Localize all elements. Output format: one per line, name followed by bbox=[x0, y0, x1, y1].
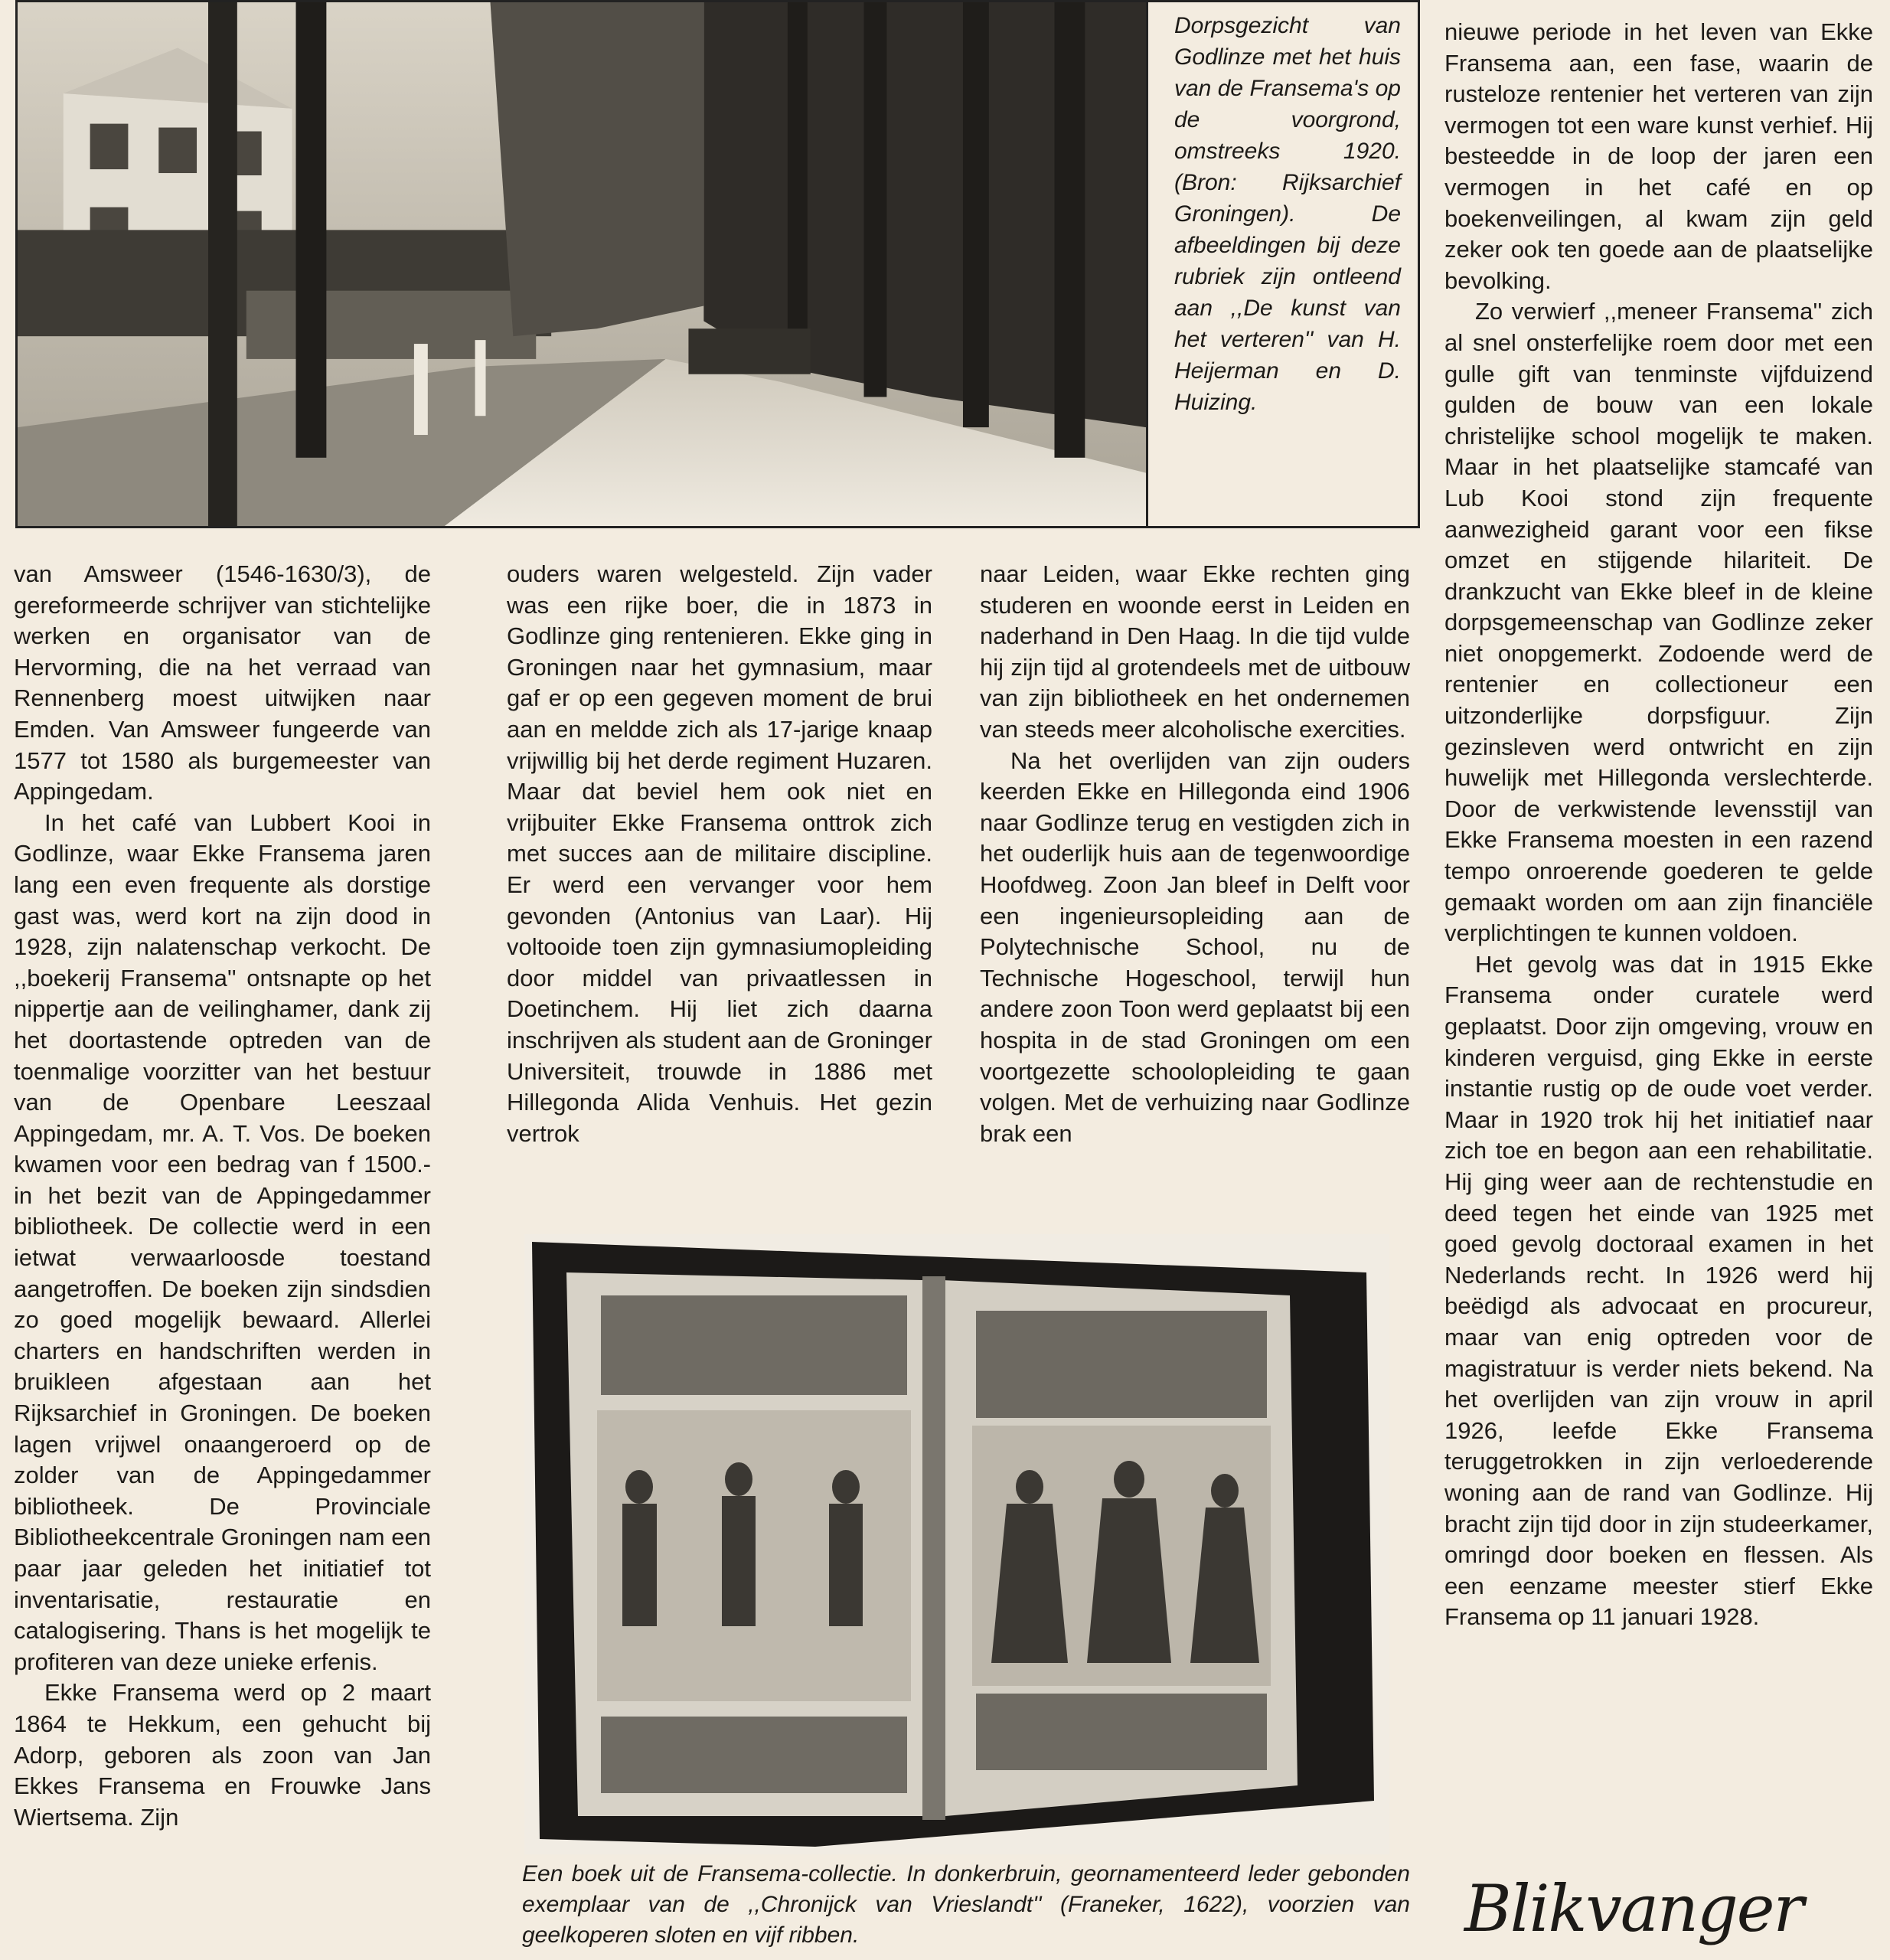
column1-paragraph-2: In het café van Lubbert Kooi in Godlinze, waar Ekke Fransema jaren lang een even frequente als dorstige gast was, werd kort na zijn dood in 1928, zijn nalatenschap verkocht. De ,,boekerij Fransema'' ontsnapte op het nippertje aan de veilinghamer, dank zij het doortastende optreden van de toenmalige voorzitter van het bestuur van de Openbare Leeszaal Appingedam, mr. A. T. Vos. De boeken kwamen voor een bedrag van f 1500.- in het bezit van de Appingedammer bibliotheek. De collectie werd in een ietwat verwaarloosde toestand aangetroffen. De boeken zijn sindsdien zo goed mogelijk bewaard. Allerlei charters en handschriften werden in bruikleen afgestaan aan het Rijksarchief in Groningen. De boeken lagen vrijwel onaangeroerd op de zolder van de Appingedammer bibliotheek. De Provinciale Bibliotheekcentrale Groningen nam een paar jaar geleden het initiatief tot inventarisatie, restauratie en catalogisering. Thans is het mogelijk te profiteren van deze unieke erfenis. bbox=[14, 808, 431, 1675]
article-column-2 bbox=[507, 559, 932, 1149]
svg-text:Blikvanger: Blikvanger bbox=[1464, 1871, 1803, 1946]
column4-paragraph-2: Zo verwierf ,,meneer Fransema'' zich al snel onsterfelijke roem door met een gulle gift van tenminste vijfduizend gulden de bouw van een lokale christelijke school mogelijk te maken. Maar in het plaatselijke stamcafé van Lub Kooi stond zijn frequente aanwezigheid garant voor een fikse omzet en stijgende hilariteit. De drankzucht van Ekke bleef in de kleine dorpsgemeenschap van Godlinze zeker niet onopgemerkt. Zodoende werd de rentenier en collectioneur een uitzonderlijke dorpsfiguur. Zijn gezinsleven werd ontwricht en zijn huwelijk met Hillegonda verslechterde. Door de verkwistende levensstijl van Ekke Fransema moesten in een razend tempo onroerende goederen te gelde gemaakt worden om aan zijn financiële verplichtingen te kunnen voldoen. bbox=[1444, 298, 1873, 947]
village-photo-image bbox=[18, 2, 1146, 526]
book-photo bbox=[524, 1234, 1389, 1854]
column4-paragraph-3: Het gevolg was dat in 1915 Ekke Fransema onder curatele werd geplaatst. Door zijn omgeving, vrouw en kinderen verguisd, ging Ekke in eerste instantie rustig op de oude voet verder. Maar in 1920 trok hij het initiatief naar zich toe en begon aan een rehabilitatie. Hij ging weer aan de rechtenstudie en deed tegen het einde van 1925 met goed gevolg doctoraal examen in het Nederlands recht. In 1926 werd hij beëdigd als advocaat en procureur, maar van enig optreden voor de magistratuur is verder niets bekend. Na het overlijden van zijn vrouw in april 1926, leefde Ekke Fransema teruggetrokken in zijn verloederende woning aan de rand van Godlinze. Hij bracht zijn tijd door in zijn studeerkamer, omringd door boeken en flessen. Als een eenzame meester stierf Ekke Fransema op 11 januari 1928. bbox=[1444, 950, 1873, 1631]
book-photo-image bbox=[524, 1234, 1389, 1854]
column1-paragraph-1: van Amsweer (1546-1630/3), de gereformeerde schrijver van stichtelijke werken en organisator van de Hervorming, die na het verraad van Rennenberg moest uitwijken naar Emden. Van Amsweer fungeerde van 1577 tot 1580 als burgemeester van Appingedam. bbox=[14, 560, 431, 805]
article-column-1 bbox=[14, 559, 431, 1833]
photo-caption: Dorpsgezicht van Godlinze met het huis van de Fransema's op de voorgrond, omstreeks 1920. (Bron: Rijksarchief Groningen). De afbeeldingen bij deze rubriek zijn ontleend aan ,,De kunst van het verteren'' van H. Heijerman en D. Huizing. bbox=[1148, 0, 1420, 528]
village-photo bbox=[15, 0, 1148, 528]
article-column-3 bbox=[980, 559, 1410, 1149]
column3-paragraph-2: Na het overlijden van zijn ouders keerden Ekke en Hillegonda eind 1906 naar Godlinze terug en vestigden zich in het ouderlijk huis aan de tegenwoordige Hoofdweg. Zoon Jan bleef in Delft voor een ingenieursopleiding aan de Polytechnische School, nu de Technische Hogeschool, terwijl hun andere zoon Toon werd geplaatst bij een hospita in de stad Groningen om een voortgezette schoolopleiding te gaan volgen. Met de verhuizing naar Godlinze brak een bbox=[980, 746, 1410, 1147]
book-caption: Een boek uit de Fransema-collectie. In donkerbruin, geornamenteerd leder gebonden exemplaar van de ,,Chronijck van Vrieslandt'' (Franeker, 1622), voorzien van geelkoperen sloten en vijf ribben. bbox=[522, 1861, 1410, 1948]
column3-paragraph-1: naar Leiden, waar Ekke rechten ging studeren en woonde eerst in Leiden en naderhand in Den Haag. In die tijd vulde hij zijn tijd al grotendeels met de uitbouw van zijn bibliotheek en het ondernemen van steeds meer alcoholische exercities. bbox=[980, 560, 1410, 743]
column4-paragraph-1: nieuwe periode in het leven van Ekke Fransema aan, een fase, waarin de rusteloze rentenier het verteren van zijn vermogen tot een ware kunst verhief. Hij besteedde in de loop der jaren een vermogen in het café en op boekenveilingen, al kwam zijn geld zeker ook ten goede aan de plaatselijke bevolking. bbox=[1444, 18, 1873, 294]
column1-paragraph-3: Ekke Fransema werd op 2 maart 1864 te Hekkum, een gehucht bij Adorp, geboren als zoon van Jan Ekkes Fransema en Frouwke Jans Wiertsema. Zijn bbox=[14, 1679, 431, 1831]
blikvanger-logo bbox=[1458, 1868, 1856, 1952]
column2-paragraph-1: ouders waren welgesteld. Zijn vader was een rijke boer, die in 1873 in Godlinze ging rentenieren. Ekke ging in Groningen naar het gymnasium, maar gaf er op een gegeven moment de brui aan en meldde zich als 17-jarige knaap vrijwillig bij het derde regiment Huzaren. Maar dat beviel hem ook niet en vrijbuiter Ekke Fransema onttrok zich met succes aan de militaire discipline. Er werd een vervanger voor hem gevonden (Antonius van Laar). Hij voltooide toen zijn gymnasiumopleiding door middel van privaatlessen in Doetinchem. Hij liet zich daarna inschrijven als student aan de Groninger Universiteit, trouwde in 1886 met Hillegonda Alida Venhuis. Het gezin vertrok bbox=[507, 560, 932, 1147]
article-column-4 bbox=[1444, 17, 1873, 1633]
blikvanger-signature bbox=[1458, 1868, 1856, 1952]
